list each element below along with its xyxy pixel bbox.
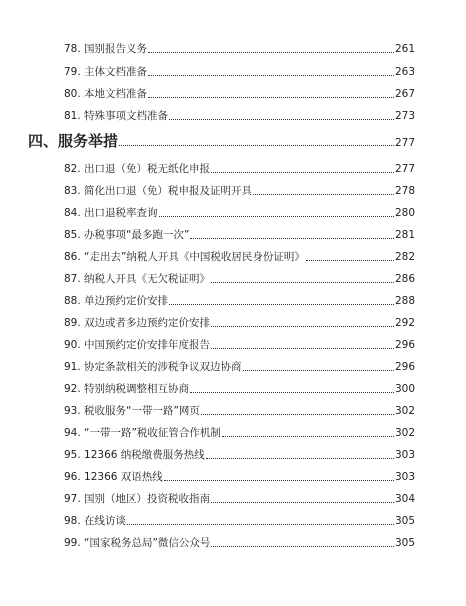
toc-leader <box>211 171 394 173</box>
toc-entry-page: 304 <box>394 493 415 505</box>
toc-entry-page: 296 <box>394 339 415 351</box>
toc-entry[interactable] <box>64 229 415 242</box>
toc-entry-label: 89. 双边或者多边预约定价安排 <box>64 317 211 329</box>
toc-leader <box>243 369 394 371</box>
toc-entry[interactable] <box>64 405 415 418</box>
toc-entry-page: 278 <box>394 185 415 197</box>
toc-entry-label: 81. 特殊事项文档准备 <box>64 110 169 122</box>
toc-leader <box>148 74 394 76</box>
toc-entry-label: 91. 协定条款相关的涉税争议双边协商 <box>64 361 242 373</box>
toc-entry-label: 84. 出口退税率查询 <box>64 207 158 219</box>
toc-entry-label: 85. 办税事项“最多跑一次” <box>64 229 190 241</box>
toc-entry-label: 88. 单边预约定价安排 <box>64 295 169 307</box>
toc-entry[interactable] <box>64 449 415 462</box>
toc-entry[interactable] <box>64 515 415 528</box>
toc-entry-label: 97. 国别（地区）投资税收指南 <box>64 493 211 505</box>
toc-entry-label: 79. 主体文档准备 <box>64 66 148 78</box>
toc-entry-label: 98. 在线访谈 <box>64 515 127 527</box>
toc-leader <box>222 435 394 437</box>
toc-entry[interactable] <box>64 317 415 330</box>
toc-section-page: 277 <box>394 137 415 149</box>
toc-entry-label: 99. “国家税务总局”微信公众号 <box>64 537 211 549</box>
toc-leader <box>119 144 394 146</box>
toc-entry-page: 296 <box>394 361 415 373</box>
toc-entry-page: 282 <box>394 251 415 263</box>
toc-entry[interactable] <box>64 185 415 198</box>
toc-leader <box>169 118 394 120</box>
toc-leader <box>164 479 394 481</box>
toc-entry-page: 302 <box>394 427 415 439</box>
toc-entry-page: 303 <box>394 471 415 483</box>
toc-entry[interactable] <box>64 339 415 352</box>
toc-entry[interactable] <box>64 427 415 440</box>
toc-leader <box>159 215 394 217</box>
toc-leader <box>211 501 394 503</box>
toc-entry-page: 267 <box>394 88 415 100</box>
toc-entry-page: 281 <box>394 229 415 241</box>
toc-entry[interactable] <box>64 207 415 220</box>
toc-leader <box>211 347 394 349</box>
toc-entry-label: 86. “走出去”纳税人开具《中国税收居民身份证明》 <box>64 251 305 263</box>
toc-leader <box>211 545 394 547</box>
toc-section-heading[interactable] <box>28 132 415 150</box>
toc-leader <box>211 325 394 327</box>
toc-entry-label: 92. 特别纳税调整相互协商 <box>64 383 190 395</box>
toc-entry-label: 78. 国别报告义务 <box>64 43 148 55</box>
toc-entry-label: 93. 税收服务“一带一路”网页 <box>64 405 200 417</box>
toc-leader <box>148 96 394 98</box>
toc-leader <box>127 523 394 525</box>
toc-entry[interactable] <box>64 471 415 484</box>
toc-entry[interactable] <box>64 383 415 396</box>
toc-entry-label: 83. 简化出口退（免）税申报及证明开具 <box>64 185 253 197</box>
toc-entry[interactable] <box>64 493 415 506</box>
toc-entry-page: 305 <box>394 537 415 549</box>
toc-entry-page: 302 <box>394 405 415 417</box>
toc-entry-page: 300 <box>394 383 415 395</box>
toc-entry[interactable] <box>64 537 415 550</box>
toc-entry-page: 305 <box>394 515 415 527</box>
toc-entry-label: 87. 纳税人开具《无欠税证明》 <box>64 273 211 285</box>
toc-entry[interactable] <box>64 251 415 264</box>
toc-entry-page: 292 <box>394 317 415 329</box>
toc-entry[interactable] <box>64 273 415 286</box>
toc-leader <box>148 51 394 53</box>
toc-entry-page: 288 <box>394 295 415 307</box>
toc-entry[interactable] <box>64 110 415 123</box>
toc-entry[interactable] <box>64 66 415 79</box>
toc-entry-label: 90. 中国预约定价安排年度报告 <box>64 339 211 351</box>
toc-leader <box>306 259 394 261</box>
toc-entry-page: 263 <box>394 66 415 78</box>
toc-entry-label: 80. 本地文档准备 <box>64 88 148 100</box>
toc-entry[interactable] <box>64 43 415 56</box>
toc-entry-label: 94. “一带一路”税收征管合作机制 <box>64 427 221 439</box>
toc-entry-label: 95. 12366 纳税缴费服务热线 <box>64 449 205 461</box>
toc-entry-page: 277 <box>394 163 415 175</box>
toc-entry-label: 96. 12366 双语热线 <box>64 471 163 483</box>
toc-entry-page: 273 <box>394 110 415 122</box>
toc-entry-page: 261 <box>394 43 415 55</box>
toc-leader <box>169 303 394 305</box>
toc-leader <box>253 193 394 195</box>
toc-leader <box>201 413 394 415</box>
toc-leader <box>190 391 394 393</box>
toc-leader <box>206 457 394 459</box>
toc-entry-page: 280 <box>394 207 415 219</box>
toc-entry[interactable] <box>64 295 415 308</box>
toc-entry[interactable] <box>64 361 415 374</box>
toc-entry-label: 82. 出口退（免）税无纸化申报 <box>64 163 211 175</box>
toc-entry-page: 303 <box>394 449 415 461</box>
toc-entry-page: 286 <box>394 273 415 285</box>
toc-leader <box>211 281 394 283</box>
toc-section-label: 四、服务举措 <box>28 132 119 150</box>
toc-leader <box>190 237 394 239</box>
toc-entry[interactable] <box>64 163 415 176</box>
toc-entry[interactable] <box>64 88 415 101</box>
